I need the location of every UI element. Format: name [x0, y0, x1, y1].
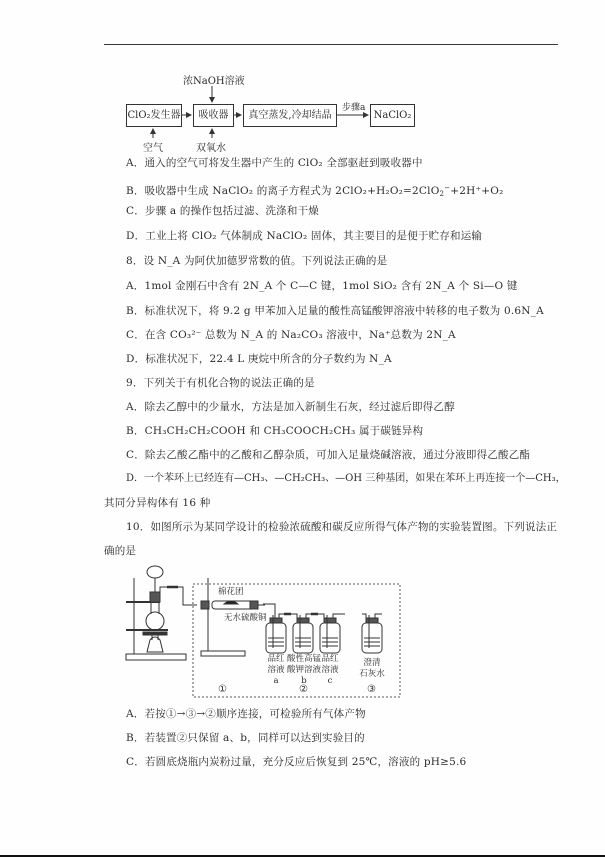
- q10-option-c: C．若圆底烧瓶内炭粉过量，充分反应后恢复到 25℃，溶液的 pH≥5.6: [126, 756, 467, 768]
- limewater-line2: 石灰水: [359, 669, 385, 679]
- q9-stem: 9．下列关于有机化合物的说法正确的是: [126, 377, 315, 389]
- q9-option-c: C．除去乙酸乙酯中的乙酸和乙醇杂质，可加入足量烧碱溶液，通过分液即得乙酸乙酯: [126, 449, 531, 461]
- limewater-line1: 澄清: [363, 658, 381, 668]
- bottle-c-label: [320, 654, 340, 687]
- q8-option-a: A．1mol 金刚石中含有 2N_A 个 C—C 键，1mol SiO₂ 含有 2N_A 个 Si—O 键: [126, 280, 518, 292]
- q7-option-a: A．通入的空气可将发生器中产生的 ClO₂ 全部驱赶到吸收器中: [126, 157, 423, 169]
- q8-option-b: B．标准状况下，将 9.2 g 甲苯加入足量的酸性高锰酸钾溶液中转移的电子数为 0.6N_A: [126, 305, 544, 317]
- naclo2-product-box: NaClO₂: [370, 104, 415, 127]
- bottle-b-tag: b: [301, 676, 307, 686]
- superscript-minus: −: [444, 184, 451, 192]
- absorber-box: 吸收器: [193, 104, 234, 127]
- bottle-a-label: [266, 654, 286, 687]
- bottle-a-line1: 品红: [267, 654, 285, 664]
- bottle-b-line1: 酸性高锰: [287, 654, 322, 664]
- q8-option-d: D．标准状况下，22.4 L 庚烷中所含的分子数约为 N_A: [126, 353, 392, 365]
- bottle-c-tag: c: [327, 676, 333, 686]
- subscript-2: 2: [439, 190, 445, 198]
- q9-option-d: D．一个苯环上已经连有—CH₃、—CH₂CH₃、—OH 三种基团，如果在苯环上再连接一个—CH₃，: [126, 473, 566, 484]
- section-marker-2: ②: [299, 684, 308, 695]
- step-a-label: 步骤a: [342, 103, 366, 113]
- h2o2-input-label: 双氧水: [196, 143, 226, 154]
- section-marker-3: ③: [367, 684, 376, 695]
- bottle-a-line2: 溶液: [267, 665, 285, 675]
- bottle-a-tag: a: [273, 676, 279, 686]
- bottle-b-line2: 酸钾溶液: [287, 665, 322, 675]
- q10-option-b: B．若装置②只保留 a、b，同样可以达到实验目的: [126, 732, 365, 744]
- q7-option-b-text: B．吸收器中生成 NaClO₂ 的离子方程式为 2ClO₂+H₂O₂=2ClO: [126, 185, 440, 197]
- section-marker-1: ①: [218, 684, 227, 695]
- naoh-input-label: 浓NaOH溶液: [183, 76, 245, 87]
- bottle-b-label: [287, 654, 321, 687]
- q10-stem: 10．如图所示为某同学设计的检验浓硫酸和碳反应所得气体产物的实验装置图。下列说法正: [126, 521, 558, 533]
- evaporation-box: 真空蒸发,冷却结晶: [243, 104, 337, 127]
- bottle-c-line2: 溶液: [321, 665, 339, 675]
- q7-option-d: D．工业上将 ClO₂ 气体制成 NaClO₂ 固体，其主要目的是便于贮存和运输: [126, 230, 483, 242]
- bottle-c-line1: 品红: [321, 654, 339, 664]
- q7-option-c: C．步骤 a 的操作包括过滤、洗涤和干燥: [126, 205, 319, 217]
- limewater-label: [358, 658, 386, 680]
- anhydrous-cuso4-label: 无水硫酸铜: [224, 613, 267, 623]
- q9-option-d-continued: 其同分异构体有 16 种: [104, 497, 211, 509]
- q9-option-b: B．CH₃CH₂CH₂COOH 和 CH₃COOCH₂CH₃ 属于碳链异构: [126, 425, 424, 437]
- air-input-label: 空气: [143, 143, 163, 154]
- q9-option-a: A．除去乙醇中的少量水，方法是加入新制生石灰，经过滤后即得乙醇: [126, 401, 455, 413]
- cotton-wool-label: 棉花团: [218, 587, 244, 597]
- q8-stem: 8．设 N_A 为阿伏加德罗常数的值。下列说法正确的是: [126, 255, 388, 267]
- q10-option-a: A．若按①→③→②顺序连接，可检验所有气体产物: [126, 708, 366, 720]
- q7-option-b-suffix: +2H⁺+O₂: [450, 185, 504, 197]
- q10-stem-continued: 确的是: [104, 545, 137, 557]
- clo2-generator-box: ClO₂发生器: [126, 104, 182, 127]
- q8-option-c: C．在含 CO₃²⁻ 总数为 N_A 的 Na₂CO₃ 溶液中，Na⁺总数为 2N_A: [126, 329, 456, 341]
